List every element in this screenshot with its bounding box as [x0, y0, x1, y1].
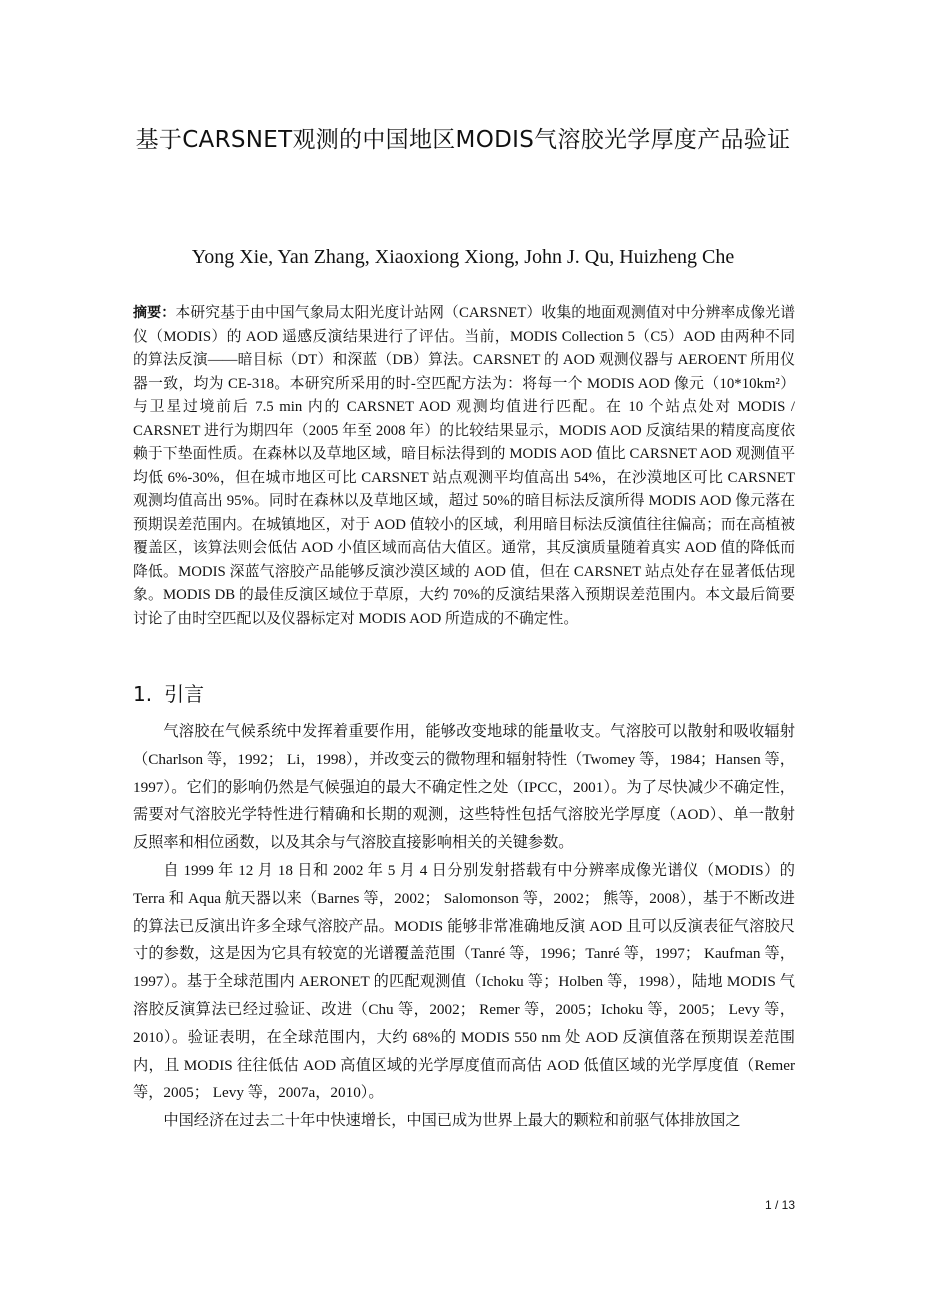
page-number: 1 / 13 — [764, 1198, 795, 1212]
paragraph: 自 1999 年 12 月 18 日和 2002 年 5 月 4 日分别发射搭载有中分辨率成像光谱仪（MODIS）的 Terra 和 Aqua 航天器以来（Barnes 等，2002； Salomonson 等，2002； 熊等，2008），基于不断改进的算法已反演出许多全球气溶胶产品。MODIS 能够非常准确地反演 AOD 且可以反演表征气溶胶尺寸的参数，这是因为它具有较宽的光谱覆盖范围（Tanré 等，1996；Tanré 等，1997； Kaufman 等，1997）。基于全球范围内 AERONET 的匹配观测值（Ichoku 等；Holben 等，1998），陆地 MODIS 气溶胶反演算法已经过验证、改进（Chu 等，2002； Remer 等，2005；Ichoku 等，2005； Levy 等，2010）。验证表明，在全球范围内，大约 68%的 MODIS 550 nm 处 AOD 反演值落在预期误差范围内，且 MODIS 往往低估 AOD 高值区域的光学厚度值而高估 AOD 低值区域的光学厚度值（Remer 等，2005； Levy 等，2007a，2010）。 — [133, 861, 795, 1102]
section-number: 1. — [133, 682, 153, 706]
author-list: Yong Xie, Yan Zhang, Xiaoxiong Xiong, John J. Qu, Huizheng Che — [191, 246, 735, 268]
body-text — [133, 718, 795, 1135]
paper-title: 基于CARSNET观测的中国地区MODIS气溶胶光学厚度产品验证 — [135, 127, 791, 153]
paragraph: 中国经济在过去二十年中快速增长，中国已成为世界上最大的颗粒和前驱气体排放国之 — [163, 1112, 741, 1130]
section-heading — [133, 679, 204, 709]
abstract-label: 摘要： — [133, 305, 176, 321]
abstract — [133, 302, 795, 631]
paragraph: 气溶胶在气候系统中发挥着重要作用，能够改变地球的能量收支。气溶胶可以散射和吸收辐射（Charlson 等，1992； Li，1998），并改变云的微物理和辐射特性（Twomey 等，1984；Hansen 等，1997）。它们的影响仍然是气候强迫的最大不确定性之处（IPCC，2001）。为了尽快减少不确定性，需要对气溶胶光学特性进行精确和长期的观测，这些特性包括气溶胶光学厚度（AOD）、单一散射反照率和相位函数，以及其余与气溶胶直接影响相关的关键参数。 — [133, 723, 795, 852]
section-title: 引言 — [164, 682, 205, 706]
abstract-text: 本研究基于由中国气象局太阳光度计站网（CARSNET）收集的地面观测值对中分辨率成像光谱仪（MODIS）的 AOD 遥感反演结果进行了评估。当前，MODIS Collection 5（C5）AOD 由两种不同的算法反演——暗目标（DT）和深蓝（DB）算法。CARSNET 的 AOD 观测仪器与 AEROENT 所用仪器一致，均为 CE-318。本研究所采用的时-空匹配方法为：将每一个 MODIS AOD 像元（10*10km²）与卫星过境前后 7.5 min 内的 CARSNET AOD 观测均值进行匹配。在 10 个站点处对 MODIS / CARSNET 进行为期四年（2005 年至 2008 年）的比较结果显示，MODIS AOD 反演结果的精度高度依赖于下垫面性质。在森林以及草地区域，暗目标法得到的 MODIS AOD 值比 CARSNET AOD 观测值平均低 6%-30%，但在城市地区可比 CARSNET 站点观测平均值高出 54%，在沙漠地区可比 CARSNET 观测均值高出 95%。同时在森林以及草地区域，超过 50%的暗目标法反演所得 MODIS AOD 像元落在预期误差范围内。在城镇地区，对于 AOD 值较小的区域，利用暗目标法反演值往往偏高；而在高植被覆盖区，该算法则会低估 AOD 小值区域而高估大值区。通常，其反演质量随着真实 AOD 值的降低而降低。MODIS 深蓝气溶胶产品能够反演沙漠区域的 AOD 值，但在 CARSNET 站点处存在显著低估现象。MODIS DB 的最佳反演区域位于草原，大约 70%的反演结果落入预期误差范围内。本文最后简要讨论了由时空匹配以及仪器标定对 MODIS AOD 所造成的不确定性。 — [133, 305, 796, 627]
